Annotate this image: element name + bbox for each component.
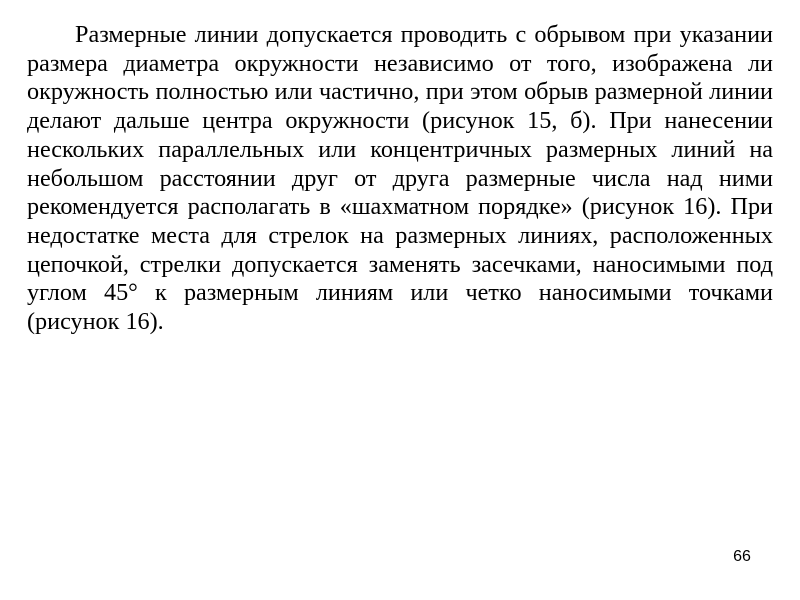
body-paragraph: Размерные линии допускается проводить с обрывом при указании размера диаметра окружности независимо от того, изображена ли окружность полностью или частично, при этом обрыв размерной линии делают дальше центра окружности (рисунок 15, б). При нанесении нескольких параллельных или концентричных размерных линий на небольшом расстоянии друг от друга размерные числа над ними рекомендуется располагать в «шахматном порядке» (рисунок 16). При недостатке места для стрелок на размерных линиях, расположенных цепочкой, стрелки допускается заменять засечками, наносимыми под углом 45° к размерным линиям или четко наносимыми точками (рисунок 16). (27, 21, 773, 336)
page-number: 66 (733, 548, 751, 565)
